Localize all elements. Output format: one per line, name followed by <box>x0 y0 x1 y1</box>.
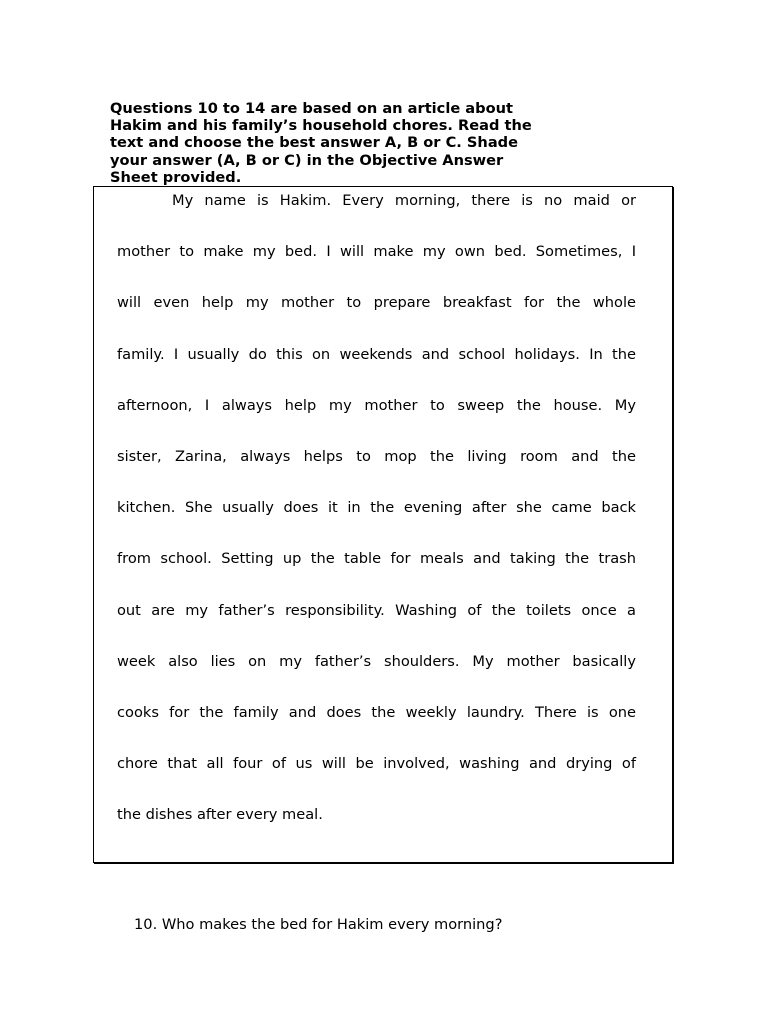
passage-line: chore that all four of us will be involved, washing and drying of <box>117 755 636 773</box>
passage-line: from school. Setting up the table for meals and taking the trash <box>117 550 636 568</box>
instructions-heading <box>110 100 580 186</box>
instructions-line: your answer (A, B or C) in the Objective Answer <box>110 151 504 169</box>
passage-line: the dishes after every meal. <box>117 806 323 824</box>
instructions-line: Questions 10 to 14 are based on an article about <box>110 100 513 117</box>
passage-line: out are my father’s responsibility. Washing of the toilets once a <box>117 601 636 619</box>
question-10: 10. Who makes the bed for Hakim every morning? <box>134 916 503 933</box>
passage-line: sister, Zarina, always helps to mop the living room and the <box>117 447 636 465</box>
passage-line: will even help my mother to prepare breakfast for the whole <box>117 294 636 312</box>
passage-text <box>117 191 636 856</box>
passage-line: kitchen. She usually does it in the evening after she came back <box>117 499 636 517</box>
instructions-line: text and choose the best answer A, B or C. Shade <box>110 134 519 152</box>
passage-line: week also lies on my father’s shoulders. My mother basically <box>117 652 636 670</box>
passage-line: My name is Hakim. Every morning, there is no maid or <box>172 192 636 209</box>
passage-line: afternoon, I always help my mother to sweep the house. My <box>117 396 636 414</box>
passage-line: mother to make my bed. I will make my own bed. Sometimes, I <box>117 243 636 261</box>
passage-line: cooks for the family and does the weekly laundry. There is one <box>117 703 636 721</box>
instructions-line: Hakim and his family’s household chores. Read the <box>110 117 532 135</box>
passage-line: family. I usually do this on weekends and school holidays. In the <box>117 345 636 363</box>
instructions-line: Sheet provided. <box>110 168 242 186</box>
